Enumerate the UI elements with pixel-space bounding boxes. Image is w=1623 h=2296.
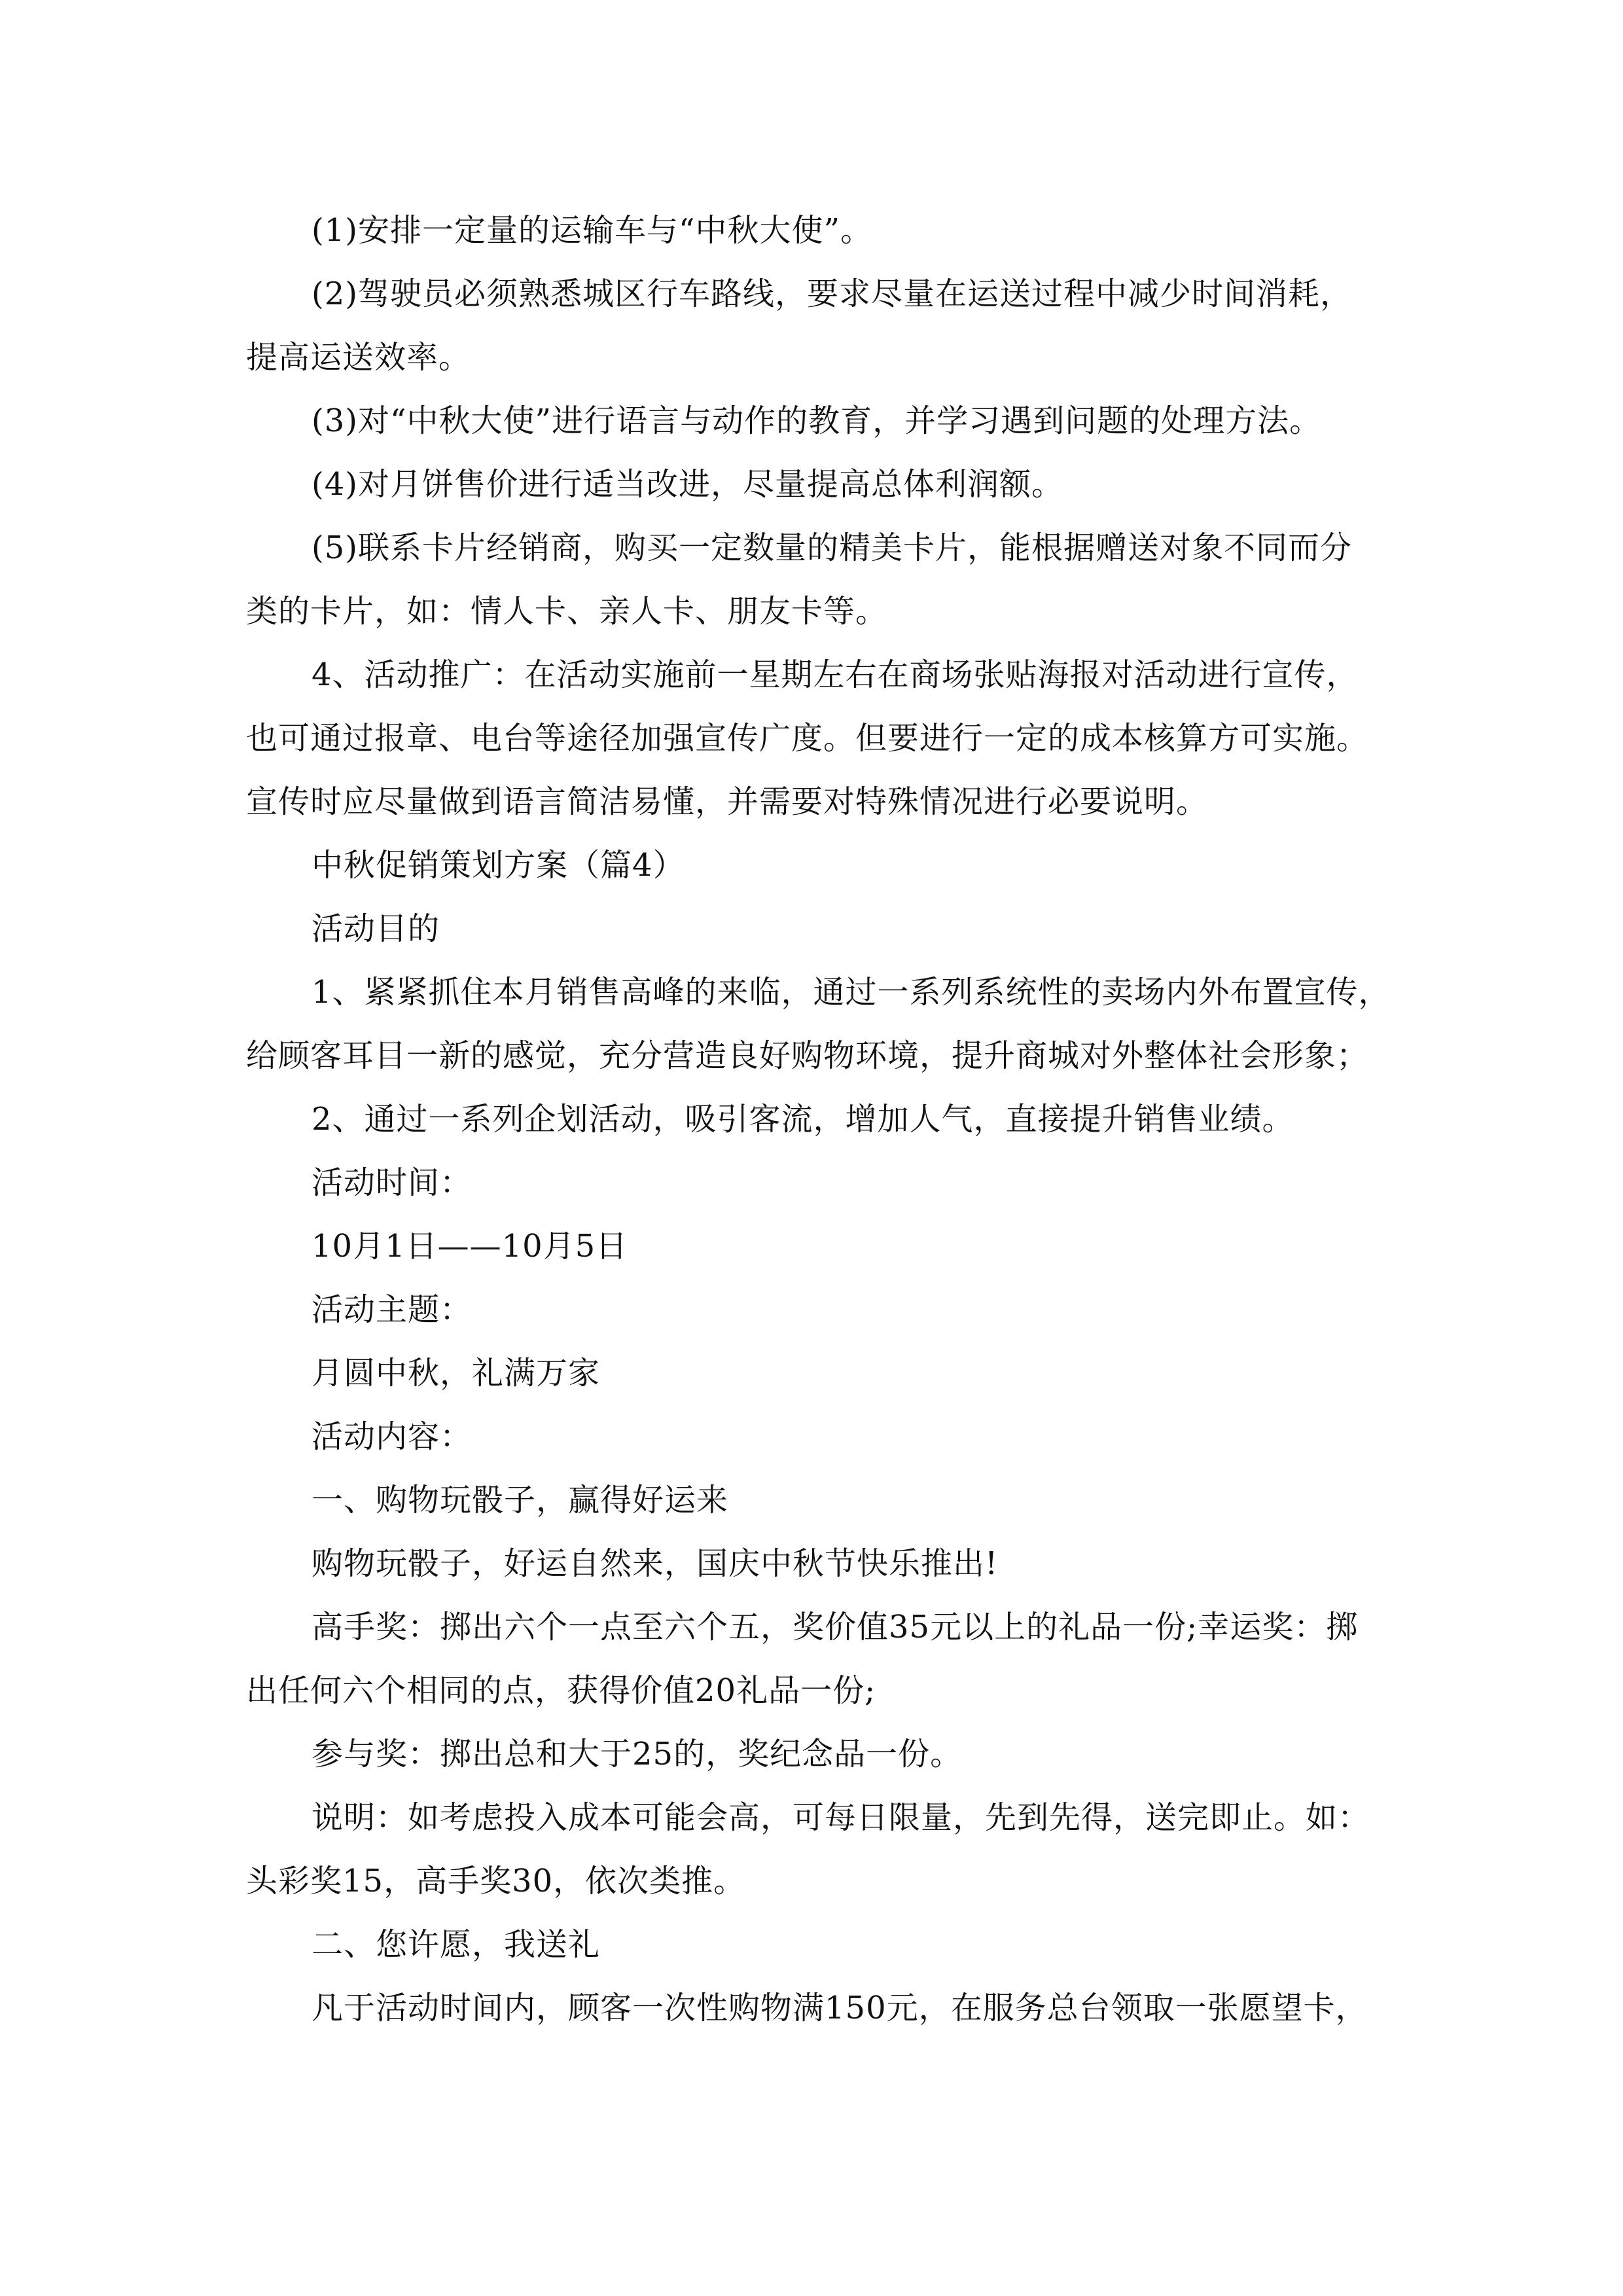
paragraph-line: 1、紧紧抓住本月销售高峰的来临，通过一系列系统性的卖场内外布置宣传，: [312, 974, 1391, 1011]
paragraph-line: 月圆中秋，礼满万家: [312, 1355, 601, 1391]
paragraph-line: 购物玩骰子，好运自然来，国庆中秋节快乐推出!: [312, 1545, 999, 1582]
paragraph-line: (2)驾驶员必须熟悉城区行车路线，要求尽量在运送过程中减少时间消耗，: [312, 276, 1352, 312]
paragraph-line: 出任何六个相同的点，获得价值20礼品一份;: [246, 1672, 876, 1709]
paragraph-line: (4)对月饼售价进行适当改进，尽量提高总体利润额。: [312, 466, 1063, 503]
paragraph-line: 2、通过一系列企划活动，吸引客流，增加人气，直接提升销售业绩。: [312, 1101, 1294, 1138]
paragraph-line: 提高运送效率。: [246, 339, 471, 376]
paragraph-line: 10月1日——10月5日: [312, 1228, 628, 1265]
paragraph-line: 宣传时应尽量做到语言简洁易懂，并需要对特殊情况进行必要说明。: [246, 783, 1209, 820]
paragraph-line: 也可通过报章、电台等途径加强宣传广度。但要进行一定的成本核算方可实施。: [246, 720, 1369, 757]
paragraph-line: 参与奖：掷出总和大于25的，奖纪念品一份。: [312, 1736, 963, 1772]
paragraph-line: 说明：如考虑投入成本可能会高，可每日限量，先到先得，送完即止。如：: [312, 1799, 1370, 1836]
subsection-heading: 一、购物玩骰子，赢得好运来: [312, 1482, 729, 1518]
paragraph-line: 高手奖：掷出六个一点至六个五，奖价值35元以上的礼品一份;幸运奖：掷: [312, 1609, 1359, 1645]
paragraph-line: (5)联系卡片经销商，购买一定数量的精美卡片，能根据赠送对象不同而分: [312, 529, 1352, 566]
paragraph-line: 类的卡片，如：情人卡、亲人卡、朋友卡等。: [246, 593, 888, 630]
section-heading: 中秋促销策划方案（篇4）: [312, 847, 685, 884]
subsection-heading: 活动主题：: [312, 1291, 473, 1328]
paragraph-line: 4、活动推广：在活动实施前一星期左右在商场张贴海报对活动进行宣传，: [312, 656, 1359, 693]
subsection-heading: 活动时间：: [312, 1164, 473, 1201]
subsection-heading: 活动目的: [312, 910, 440, 947]
subsection-heading: 二、您许愿，我送礼: [312, 1926, 601, 1963]
paragraph-line: (3)对“中秋大使”进行语言与动作的教育，并学习遇到问题的处理方法。: [312, 403, 1322, 439]
paragraph-line: 给顾客耳目一新的感觉，充分营造良好购物环境，提升商城对外整体社会形象；: [246, 1037, 1369, 1074]
subsection-heading: 活动内容：: [312, 1418, 473, 1455]
paragraph-line: 头彩奖15，高手奖30，依次类推。: [246, 1863, 746, 1899]
body-text: [246, 199, 1398, 2040]
paragraph-line: (1)安排一定量的运输车与“中秋大使”。: [312, 212, 873, 249]
paragraph-line: 凡于活动时间内，顾客一次性购物满150元，在服务总台领取一张愿望卡，: [312, 1990, 1368, 2026]
